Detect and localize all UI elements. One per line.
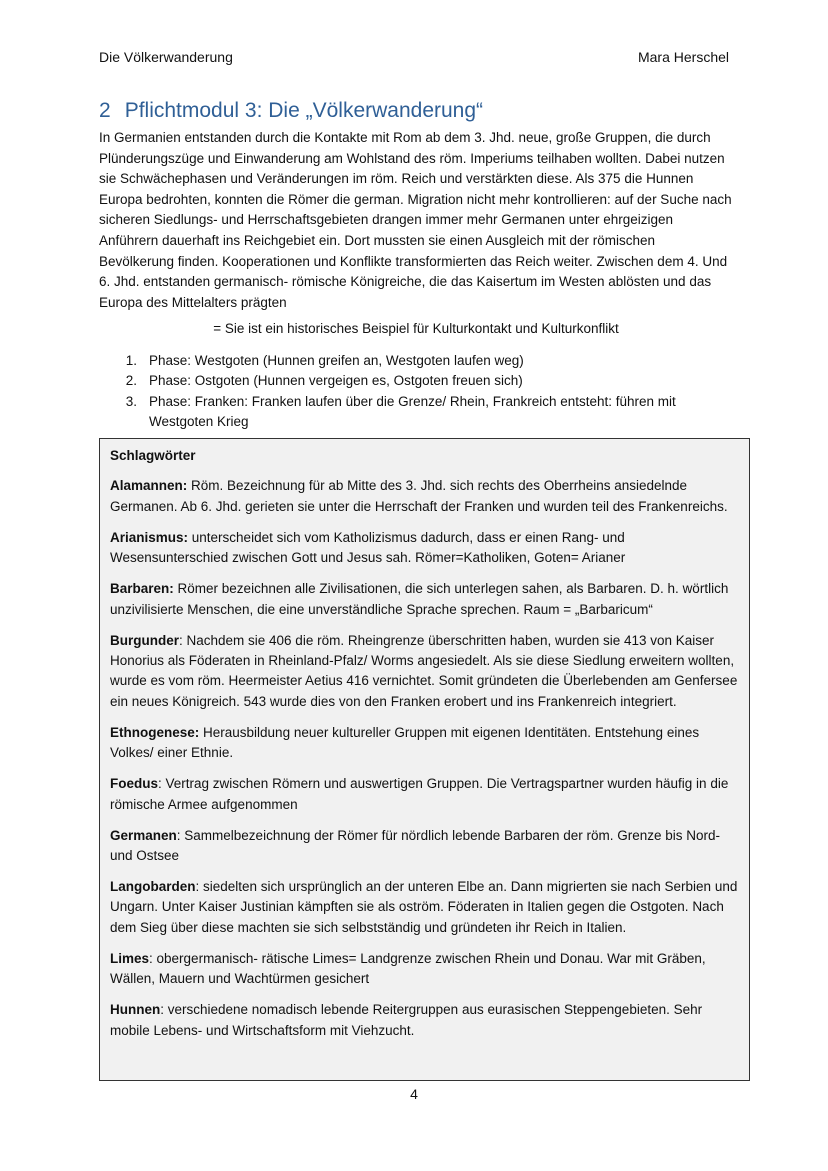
glossary-entry: [110, 579, 739, 620]
phase-number: 3.: [125, 393, 137, 409]
header-author: Mara Herschel: [637, 49, 729, 65]
glossary-entry: [110, 826, 739, 867]
glossary-entry: [110, 949, 739, 990]
header-title: Die Völkerwanderung: [99, 49, 233, 65]
phase-list: [99, 351, 733, 433]
phase-number: 1.: [125, 353, 137, 368]
intro-paragraph: In Germanien entstanden durch die Kontakte mit Rom ab dem 3. Jhd. neue, große Gruppen, die durch Plünderungszüge und Einwanderung am Wohlstand des röm. Imperiums teilhaben wollten. Dabei nutzen sie Schwächephasen und Veränderungen im röm. Reich und verstärkten diese. Als 375 die Hunnen Europa bedrohten, konnten die Römer die german. Migration nicht mehr kontrollieren: auf der Suche nach sicheren Siedlungs- und Herrschaftsgebieten drangen immer mehr Germanen unter ehrgeizigen Anführern dauerhaft ins Reichgebiet ein. Dort mussten sie einen Ausgleich mit der römischen Bevölkerung finden. Kooperationen und Konflikte transformierten das Reich weiter. Zwischen dem 4. Und 6. Jhd. entstanden germanisch- römische Königreiche, die das Kaisertum im Westen ablösten und das Europa des Mittelalters prägten: [99, 130, 732, 310]
glossary-term: Germanen: [110, 827, 177, 843]
glossary-entry: [110, 631, 739, 713]
list-item: [99, 351, 733, 371]
list-item: [99, 371, 733, 391]
glossary-term: Arianismus:: [110, 529, 189, 545]
glossary-definition: : Sammelbezeichnung der Römer für nördlich lebende Barbaren der röm. Grenze bis Nord- und Ostsee: [110, 827, 721, 864]
phase-text: Phase: Franken: Franken laufen über die Grenze/ Rhein, Frankreich entsteht: führen mit Westgoten Krieg: [149, 393, 676, 430]
section-heading: [99, 99, 483, 123]
glossary-definition: unterscheidet sich vom Katholizismus dadurch, dass er einen Rang- und Wesensunterschied zwischen Gott und Jesus sah. Römer=Katholiken, Goten= Arianer: [110, 529, 626, 566]
phase-text: Phase: Ostgoten (Hunnen vergeigen es, Ostgoten freuen sich): [149, 373, 523, 389]
glossary-term: Barbaren:: [110, 581, 174, 597]
glossary-heading: Schlagwörter: [110, 448, 196, 463]
glossary-entry: [110, 723, 739, 764]
section-title: Pflichtmodul 3: Die „Völkerwanderung“: [124, 99, 484, 122]
glossary-entry: [110, 476, 739, 517]
glossary-box: [99, 438, 750, 1081]
glossary-definition: : Nachdem sie 406 die röm. Rheingrenze überschritten haben, wurden sie 413 von Kaiser Honorius als Föderaten in Rheinland-Pfalz/ Worms angesiedelt. Als sie diese Siedlung erweitern wollten, wurde es vom röm. Heermeister Aetius 416 vernichtet. Somit gründeten die Überlebenden am Genfersee ein neues Königreich. 543 wurde dies von den Franken erobert und ins Frankenreich integriert.: [110, 632, 738, 709]
glossary-term: Alamannen:: [110, 478, 188, 494]
glossary-definition: Herausbildung neuer kultureller Gruppen mit eigenen Identitäten. Entstehung eines Volkes/ einer Ethnie.: [110, 724, 700, 761]
phase-number: 2.: [125, 373, 137, 389]
page-header: [99, 49, 729, 65]
glossary-definition: : siedelten sich ursprünglich an der unteren Elbe an. Dann migrierten sie nach Serbien und Ungarn. Unter Kaiser Justinian kämpften sie als oström. Föderaten in Italien gegen die Ostgoten. Nach dem Sieg über diese machten sie sich selbstständig und gründeten ihr Reich in Italien.: [110, 879, 738, 935]
glossary-definition: Römer bezeichnen alle Zivilisationen, die sich unterlegen sahen, als Barbaren. D. h. wörtlich unzivilisierte Menschen, die eine unverständliche Sprache sprechen. Raum = „Barbaricum“: [110, 581, 729, 617]
phase-text: Phase: Westgoten (Hunnen greifen an, Westgoten laufen weg): [149, 353, 524, 368]
glossary-definition: : Vertrag zwischen Römern und auswertigen Gruppen. Die Vertragspartner wurden häufig in die römische Armee aufgenommen: [110, 776, 729, 812]
glossary-entry: [110, 1000, 739, 1041]
page-number: 4: [410, 1086, 418, 1102]
glossary-definition: : obergermanisch- rätische Limes= Landgrenze zwischen Rhein und Donau. War mit Gräben, Wällen, Mauern und Wachtürmen gesichert: [110, 950, 706, 987]
glossary-definition: : verschiedene nomadisch lebende Reitergruppen aus eurasischen Steppengebieten. Sehr mobile Lebens- und Wirtschaftsform mit Viehzucht.: [110, 1002, 703, 1038]
glossary-entry: [110, 528, 739, 569]
glossary-term: Ethnogenese:: [110, 724, 200, 740]
glossary-term: Burgunder: [110, 632, 179, 648]
glossary-definition: Röm. Bezeichnung für ab Mitte des 3. Jhd. sich rechts des Oberrheins ansiedelnde Germanen. Ab 6. Jhd. gerieten sie unter die Herrschaft der Franken und wurden teil des Frankenreichs.: [110, 478, 728, 514]
glossary-term: Hunnen: [110, 1002, 161, 1018]
glossary-entry: [110, 774, 739, 815]
section-number: 2: [99, 99, 111, 122]
glossary-term: Foedus: [110, 776, 159, 792]
glossary-term: Langobarden: [110, 879, 196, 895]
glossary-term: Limes: [110, 950, 150, 966]
list-item: [99, 392, 733, 433]
summary-line: = Sie ist ein historisches Beispiel für Kulturkontakt und Kulturkonflikt: [213, 321, 619, 336]
glossary-entry: [110, 877, 739, 938]
